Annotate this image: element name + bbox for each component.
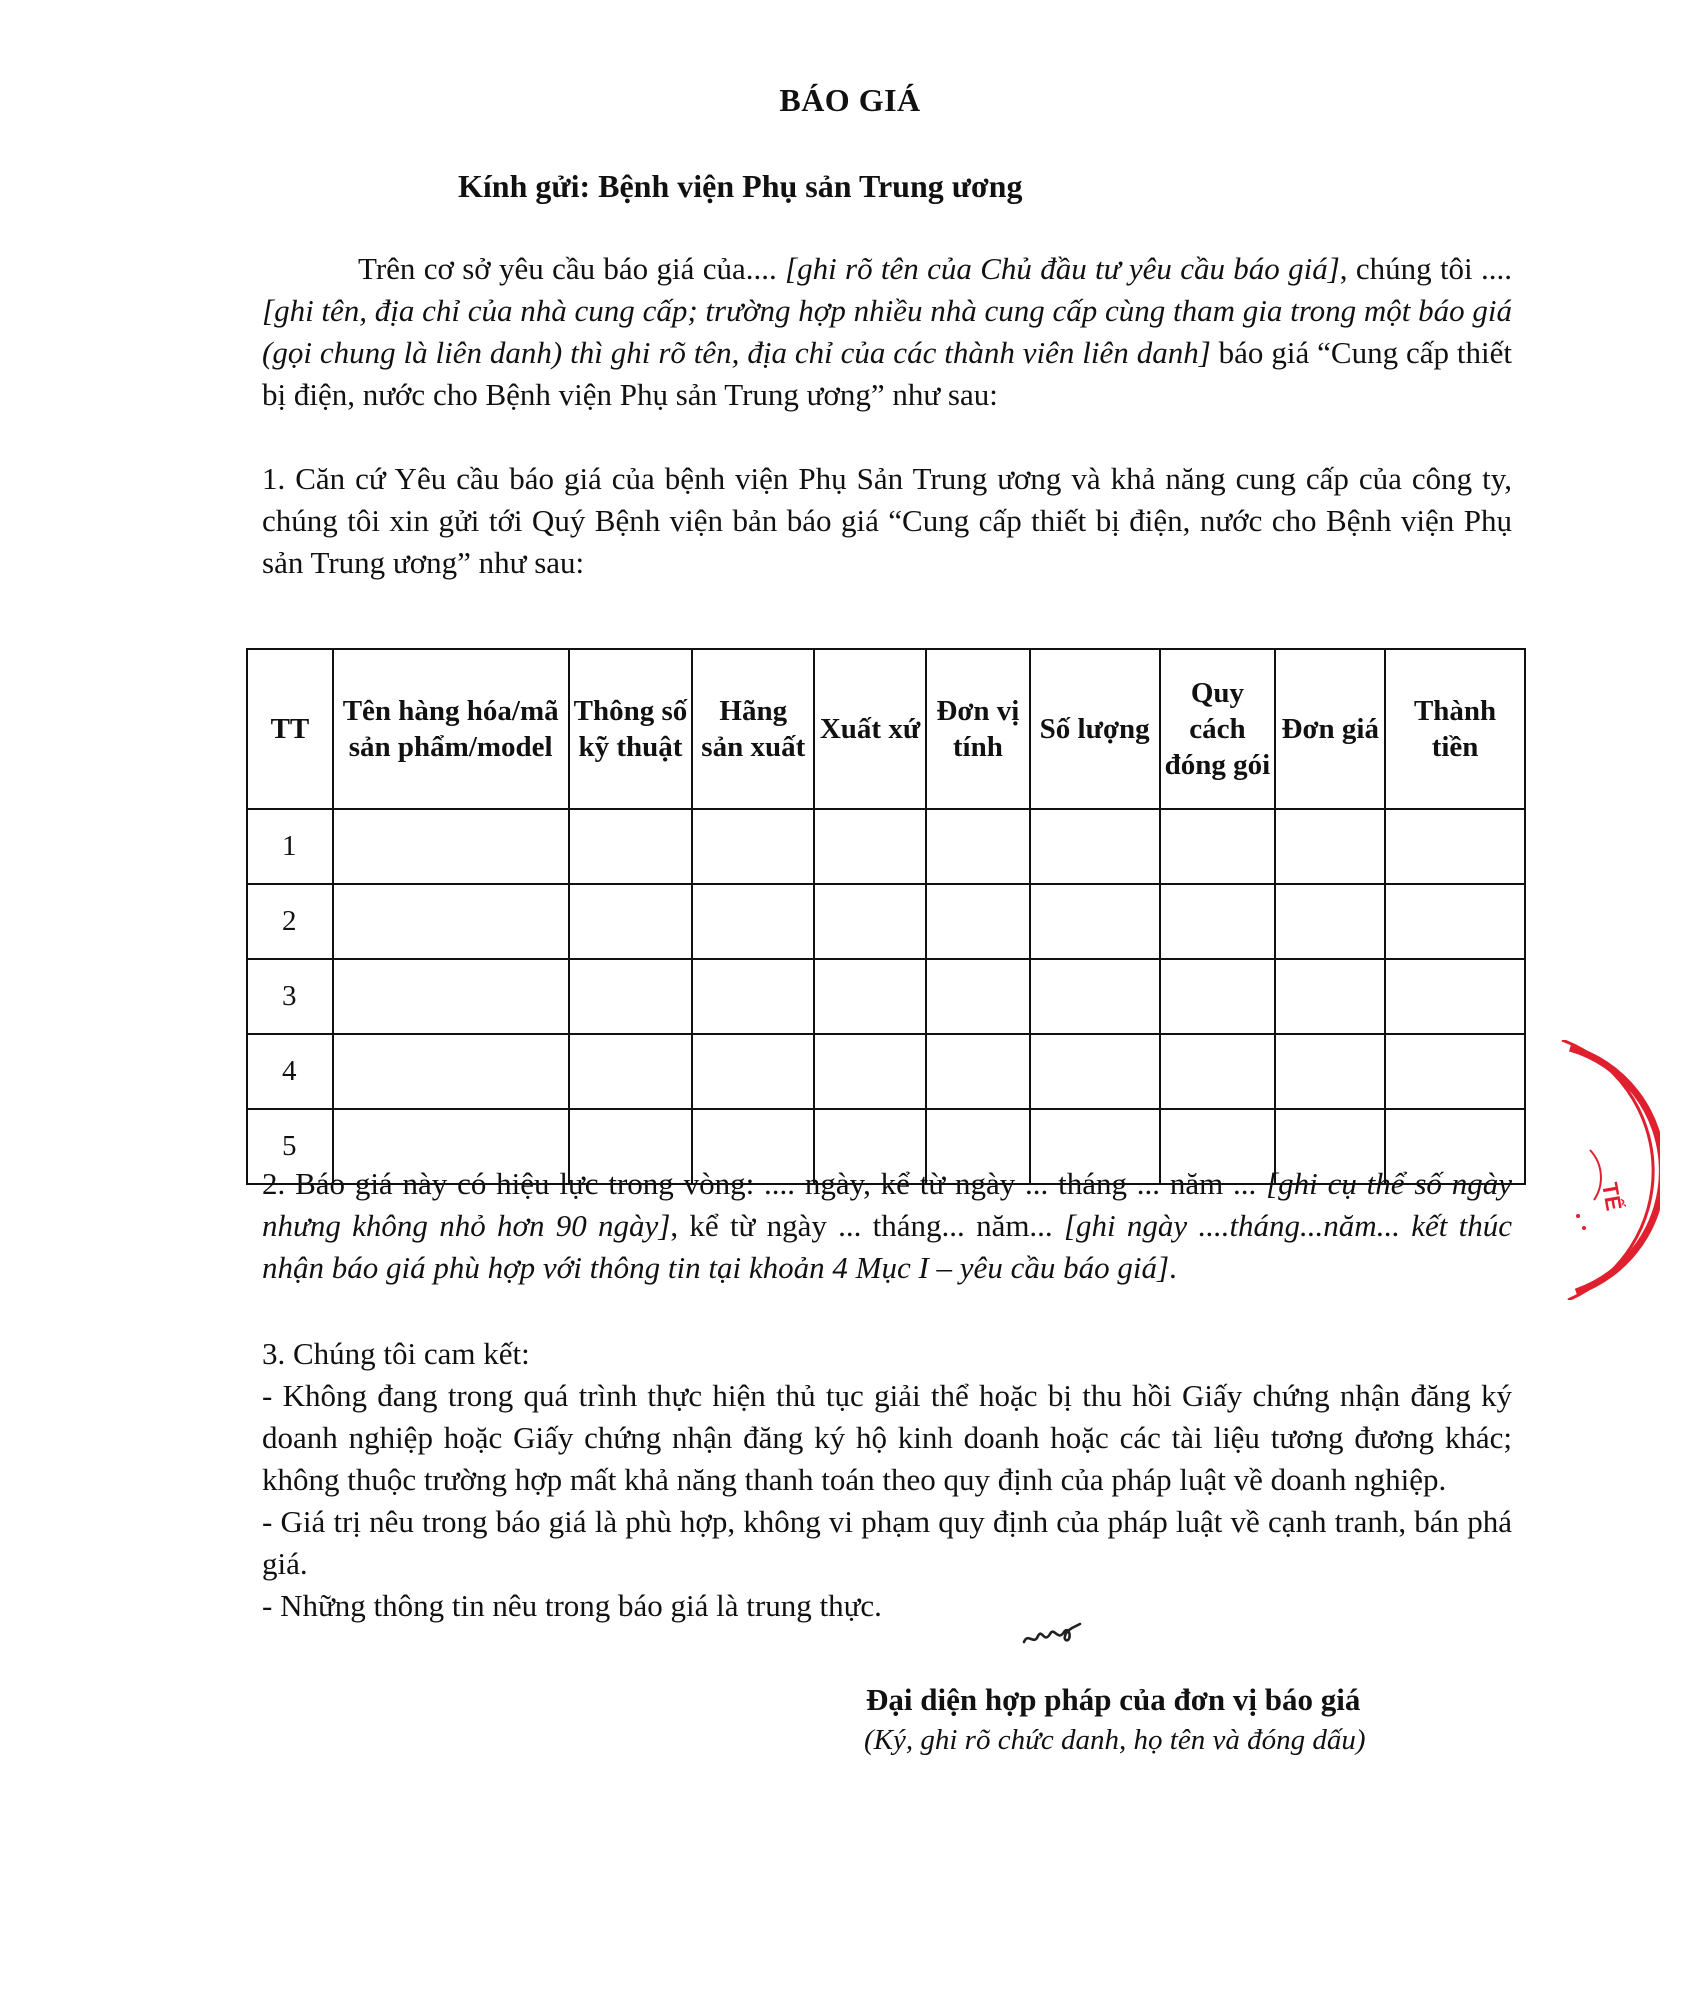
table-cell[interactable]: [692, 1034, 814, 1109]
commitment-2: - Giá trị nêu trong báo giá là phù hợp, không vi phạm quy định của pháp luật về cạnh tranh, bán phá giá.: [262, 1504, 1512, 1581]
table-cell[interactable]: [1030, 1034, 1160, 1109]
item-2-placeholder-1: [ghi cụ thể số ngày nhưng không nhỏ hơn 90 ngày]: [262, 1166, 1512, 1243]
intro-text-3: báo giá “Cung cấp thiết bị điện, nước cho Bệnh viện Phụ sản Trung ương” như sau:: [262, 335, 1512, 412]
item-2-text-1: 2. Báo giá này có hiệu lực trong vòng: .... ngày, kể từ ngày ... tháng ... năm ...: [262, 1166, 1267, 1201]
item-3-block: [262, 1333, 1512, 1627]
table-cell[interactable]: [333, 959, 569, 1034]
commitment-3: - Những thông tin nêu trong báo giá là trung thực.: [262, 1588, 882, 1623]
table-cell[interactable]: [926, 1034, 1030, 1109]
recipient-line: Kính gửi: Bệnh viện Phụ sản Trung ương: [458, 168, 1023, 204]
commitment-1: - Không đang trong quá trình thực hiện thủ tục giải thể hoặc bị thu hồi Giấy chứng nhận đăng ký doanh nghiệp hoặc Giấy chứng nhận đăng ký hộ kinh doanh hoặc các tài liệu tương đương khác; không thuộc trường hợp mất khả năng thanh toán theo quy định của pháp luật về doanh nghiệp.: [262, 1378, 1512, 1497]
table-cell[interactable]: [333, 1034, 569, 1109]
intro-placeholder-2: [ghi tên, địa chỉ của nhà cung cấp; trường hợp nhiều nhà cung cấp cùng tham gia trong một báo giá (gọi chung là liên danh) thì ghi rõ tên, địa chỉ của các thành viên liên danh]: [262, 293, 1512, 370]
table-cell[interactable]: [926, 884, 1030, 959]
table-cell[interactable]: [1275, 959, 1385, 1034]
table-cell[interactable]: [926, 809, 1030, 884]
header-unit: Đơn vị tính: [926, 649, 1030, 809]
table-cell[interactable]: [692, 884, 814, 959]
signature-title: Đại diện hợp pháp của đơn vị báo giá: [866, 1682, 1361, 1717]
item-2-text-3: .: [1169, 1250, 1177, 1285]
table-cell[interactable]: [1385, 1034, 1525, 1109]
table-cell[interactable]: [692, 959, 814, 1034]
table-row: [247, 809, 1525, 884]
table-header-row: [247, 649, 1525, 809]
header-product-name: Tên hàng hóa/mã sản phẩm/model: [333, 649, 569, 809]
table-cell[interactable]: [1160, 809, 1276, 884]
table-cell[interactable]: [814, 959, 926, 1034]
header-quantity: Số lượng: [1030, 649, 1160, 809]
row-number: 3: [247, 959, 333, 1034]
intro-placeholder-1: [ghi rõ tên của Chủ đầu tư yêu cầu báo giá]: [785, 251, 1340, 286]
red-seal-stamp-icon: [1560, 1040, 1660, 1300]
intro-text-2: , chúng tôi ....: [1339, 251, 1512, 286]
item-2-placeholder-2: [ghi ngày ....tháng...năm... kết thúc nhận báo giá phù hợp với thông tin tại khoản 4 Mục I – yêu cầu báo giá]: [262, 1208, 1512, 1285]
row-number: 5: [247, 1109, 333, 1184]
table-cell[interactable]: [569, 959, 693, 1034]
table-cell[interactable]: [1275, 1034, 1385, 1109]
table-row: [247, 1034, 1525, 1109]
table-cell[interactable]: [814, 884, 926, 959]
table-cell[interactable]: [1385, 884, 1525, 959]
table-cell[interactable]: [1030, 959, 1160, 1034]
table-cell[interactable]: [1160, 1034, 1276, 1109]
quotation-table: [246, 648, 1526, 1185]
row-number: 4: [247, 1034, 333, 1109]
header-total: Thành tiền: [1385, 649, 1525, 809]
row-number: 2: [247, 884, 333, 959]
table-cell[interactable]: [1030, 884, 1160, 959]
table-cell[interactable]: [692, 809, 814, 884]
table-cell[interactable]: [1160, 884, 1276, 959]
handwritten-initials-icon: [1020, 1612, 1084, 1654]
intro-text-1: Trên cơ sở yêu cầu báo giá của....: [358, 251, 786, 286]
table-row: [247, 884, 1525, 959]
item-3-heading: 3. Chúng tôi cam kết:: [262, 1336, 530, 1371]
header-tt: TT: [247, 649, 333, 809]
header-manufacturer: Hãng sản xuất: [692, 649, 814, 809]
table-cell[interactable]: [1385, 959, 1525, 1034]
table-cell[interactable]: [926, 959, 1030, 1034]
header-unit-price: Đơn giá: [1275, 649, 1385, 809]
table-cell[interactable]: [569, 884, 693, 959]
table-cell[interactable]: [569, 1034, 693, 1109]
item-1-paragraph: 1. Căn cứ Yêu cầu báo giá của bệnh viện Phụ Sản Trung ương và khả năng cung cấp của công ty, chúng tôi xin gửi tới Quý Bệnh viện bản báo giá “Cung cấp thiết bị điện, nước cho Bệnh viện Phụ sản Trung ương” như sau:: [262, 461, 1512, 580]
row-number: 1: [247, 809, 333, 884]
svg-text:TẾ: TẾ: [1597, 1180, 1627, 1213]
table-cell[interactable]: [814, 809, 926, 884]
intro-paragraph: [262, 248, 1512, 416]
header-specs: Thông số kỹ thuật: [569, 649, 693, 809]
table-cell[interactable]: [1275, 809, 1385, 884]
table-cell[interactable]: [1275, 884, 1385, 959]
table-cell[interactable]: [333, 809, 569, 884]
table-cell[interactable]: [1160, 959, 1276, 1034]
header-origin: Xuất xứ: [814, 649, 926, 809]
table-cell[interactable]: [569, 809, 693, 884]
table-cell[interactable]: [1030, 809, 1160, 884]
document-title: BÁO GIÁ: [779, 82, 921, 118]
header-packaging: Quy cách đóng gói: [1160, 649, 1276, 809]
table-cell[interactable]: [333, 884, 569, 959]
signature-note: (Ký, ghi rõ chức danh, họ tên và đóng dấu): [864, 1724, 1366, 1756]
item-2-text-2: , kể từ ngày ... tháng... năm...: [670, 1208, 1064, 1243]
table-row: [247, 959, 1525, 1034]
item-2-paragraph: [262, 1163, 1512, 1289]
table-cell[interactable]: [814, 1034, 926, 1109]
table-cell[interactable]: [1385, 809, 1525, 884]
